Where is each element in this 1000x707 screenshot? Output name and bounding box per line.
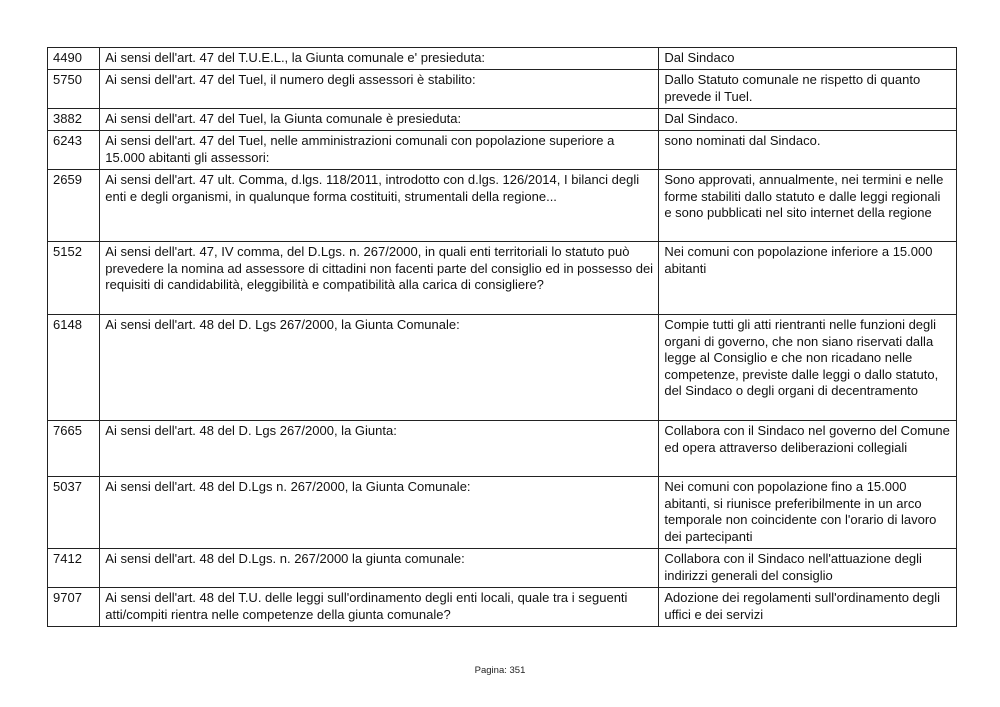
table-row [48, 170, 957, 242]
question-text: Ai sensi dell'art. 47, IV comma, del D.Lgs. n. 267/2000, in quali enti territoriali lo statuto può prevedere la nomina ad assessore di cittadini non facenti parte del consiglio ed in possesso dei requisiti di candidabilità, eleggibilità e compatibilità alla carica di consigliere? [100, 242, 659, 315]
question-text: Ai sensi dell'art. 48 del D. Lgs 267/2000, la Giunta Comunale: [100, 315, 659, 421]
table-row [48, 549, 957, 588]
question-text: Ai sensi dell'art. 47 del Tuel, la Giunta comunale è presieduta: [100, 109, 659, 131]
answer-text: Collabora con il Sindaco nell'attuazione degli indirizzi generali del consiglio [659, 549, 957, 588]
answer-text: Nei comuni con popolazione inferiore a 15.000 abitanti [659, 242, 957, 315]
answer-text: Sono approvati, annualmente, nei termini e nelle forme stabiliti dallo statuto e dalle leggi regionali e sono pubblicati nel sito internet della regione [659, 170, 957, 242]
answer-text: Dal Sindaco [659, 48, 957, 70]
table-row [48, 48, 957, 70]
answer-text: sono nominati dal Sindaco. [659, 131, 957, 170]
question-id: 5152 [48, 242, 100, 315]
question-id: 7665 [48, 421, 100, 477]
question-text: Ai sensi dell'art. 48 del T.U. delle leggi sull'ordinamento degli enti locali, quale tra i seguenti atti/compiti rientra nelle competenze della giunta comunale? [100, 588, 659, 627]
question-id: 6148 [48, 315, 100, 421]
table-row [48, 421, 957, 477]
question-text: Ai sensi dell'art. 47 del T.U.E.L., la Giunta comunale e' presieduta: [100, 48, 659, 70]
question-id: 9707 [48, 588, 100, 627]
table-row [48, 588, 957, 627]
table-row [48, 242, 957, 315]
question-id: 2659 [48, 170, 100, 242]
question-id: 4490 [48, 48, 100, 70]
table-row [48, 315, 957, 421]
answer-text: Dal Sindaco. [659, 109, 957, 131]
question-text: Ai sensi dell'art. 48 del D. Lgs 267/2000, la Giunta: [100, 421, 659, 477]
answer-text: Dallo Statuto comunale ne rispetto di quanto prevede il Tuel. [659, 70, 957, 109]
question-text: Ai sensi dell'art. 47 del Tuel, nelle amministrazioni comunali con popolazione superiore a 15.000 abitanti gli assessori: [100, 131, 659, 170]
table-row [48, 131, 957, 170]
table-row [48, 109, 957, 131]
question-text: Ai sensi dell'art. 48 del D.Lgs n. 267/2000, la Giunta Comunale: [100, 477, 659, 549]
question-text: Ai sensi dell'art. 48 del D.Lgs. n. 267/2000 la giunta comunale: [100, 549, 659, 588]
answer-text: Collabora con il Sindaco nel governo del Comune ed opera attraverso deliberazioni collegiali [659, 421, 957, 477]
question-id: 3882 [48, 109, 100, 131]
questions-table [47, 47, 957, 627]
question-text: Ai sensi dell'art. 47 ult. Comma, d.lgs. 118/2011, introdotto con d.lgs. 126/2014, I bilanci degli enti e degli organismi, in qualunque forma costituiti, strumentali della regione... [100, 170, 659, 242]
question-text: Ai sensi dell'art. 47 del Tuel, il numero degli assessori è stabilito: [100, 70, 659, 109]
page-number: Pagina: 351 [474, 665, 526, 676]
table-row [48, 477, 957, 549]
question-id: 6243 [48, 131, 100, 170]
answer-text: Nei comuni con popolazione fino a 15.000 abitanti, si riunisce preferibilmente in un arco temporale non coincidente con l'orario di lavoro dei partecipanti [659, 477, 957, 549]
question-id: 7412 [48, 549, 100, 588]
question-id: 5750 [48, 70, 100, 109]
question-id: 5037 [48, 477, 100, 549]
table-row [48, 70, 957, 109]
answer-text: Adozione dei regolamenti sull'ordinamento degli uffici e dei servizi [659, 588, 957, 627]
answer-text: Compie tutti gli atti rientranti nelle funzioni degli organi di governo, che non siano riservati dalla legge al Consiglio e che non ricadano nelle competenze, previste dalle leggi o dallo statuto, del Sindaco o degli organi di decentramento [659, 315, 957, 421]
